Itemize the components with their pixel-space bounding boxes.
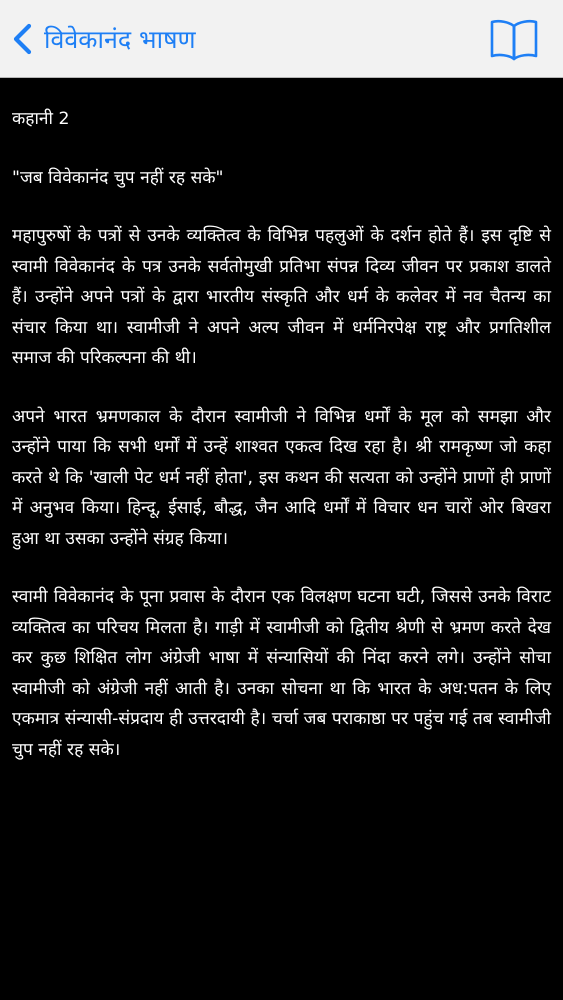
back-button[interactable] xyxy=(8,14,196,64)
chevron-left-icon xyxy=(8,22,38,56)
navigation-bar xyxy=(0,0,563,78)
nav-title: विवेकानंद भाषण xyxy=(44,25,196,54)
story-heading: कहानी 2 xyxy=(12,109,70,129)
article-content xyxy=(0,78,563,1000)
open-book-icon[interactable] xyxy=(489,16,539,62)
paragraph-2: अपने भारत भ्रमणकाल के दौरान स्वामीजी ने विभिन्न धर्मों के मूल को समझा और उन्होंने पाया कि सभी धर्मों में उन्हें शाश्वत एकत्व दिख रहा है। श्री रामकृष्ण जो कहा करते थे कि 'खाली पेट धर्म नहीं होता', इस कथन की सत्यता को उन्होंने प्राणों ही प्राणों में अनुभव किया। हिन्दू, ईसाई, बौद्ध, जैन आदि धर्मों में विचार धन चारों ओर बिखरा हुआ था उसका उन्होंने संग्रह किया। xyxy=(12,406,551,549)
paragraph-1: महापुरुषों के पत्रों से उनके व्यक्तित्व के विभिन्न पहलुओं के दर्शन होते हैं। इस दृष्टि से स्वामी विवेकानंद के पत्र उनके सर्वतोमुखी प्रतिभा संपन्न दिव्य जीवन पर प्रकाश डालते हैं। उन्होंने अपने पत्रों के द्वारा भारतीय संस्कृति और धर्म के कलेवर में नव चैतन्य का संचार किया था। स्वामीजी ने अपने अल्प जीवन में धर्मनिरपेक्ष राष्ट्र और प्रगतिशील समाज की परिकल्पना की थी। xyxy=(12,226,551,368)
paragraph-3: स्वामी विवेकानंद के पूना प्रवास के दौरान एक विलक्षण घटना घटी, जिससे उनके विराट व्यक्तित्व का परिचय मिलता है। गाड़ी में स्वामीजी को द्वितीय श्रेणी से भ्रमण करते देख कर कुछ शिक्षित लोग अंग्रेजी भाषा में संन्यासियों की निंदा करने लगे। उन्होंने सोचा स्वामीजी को अंग्रेजी नहीं आती है। उनका सोचना था कि भारत के अध:पतन के लिए एकमात्र संन्यासी-संप्रदाय ही उत्तरदायी है। चर्चा जब पराकाष्ठा पर पहुंच गई तब स्वामीजी चुप नहीं रह सके। xyxy=(12,587,551,760)
story-title: "जब विवेकानंद चुप नहीं रह सके" xyxy=(12,167,224,188)
